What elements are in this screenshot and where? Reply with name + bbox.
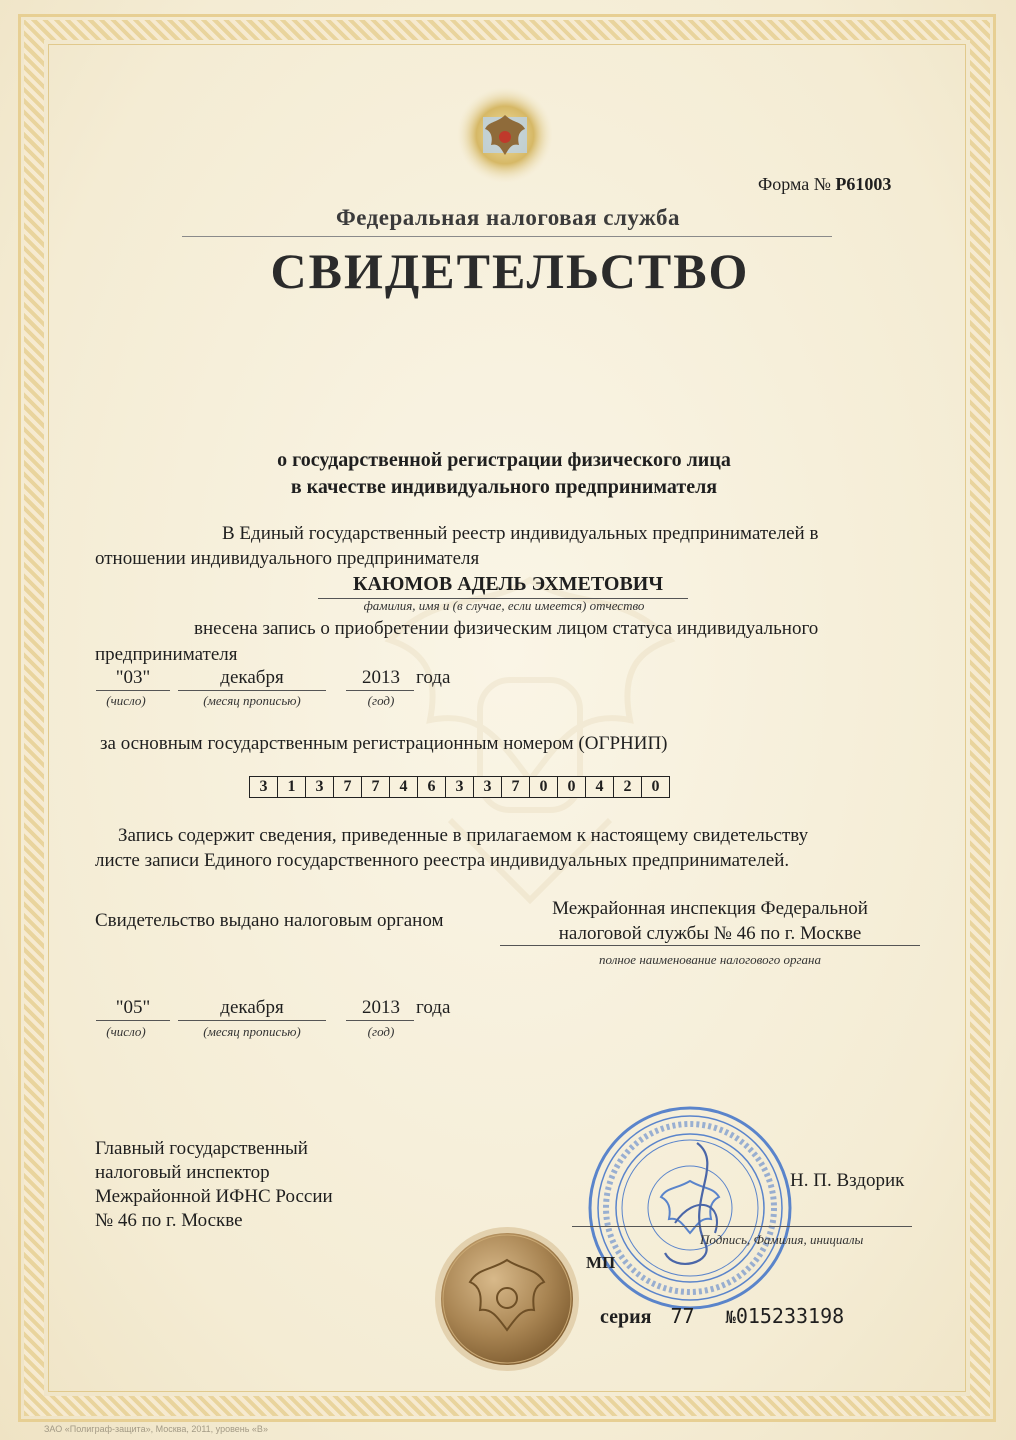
stamp-place-mark: МП [586,1253,616,1272]
ogrnip-number [250,776,670,798]
ogrnip-digit: 0 [641,776,670,798]
issuer-line-2: налоговой службы № 46 по г. Москве [558,923,862,944]
ogrnip-label: за основным государственным регистрационным номером (ОГРНИП) [100,733,668,754]
subtitle-line-1: о государственной регистрации физического лица [277,449,731,471]
form-number-label: Форма № [758,174,831,194]
record-line-2: предпринимателя [95,644,238,665]
position-line-3: Межрайонной ИФНС России [95,1186,333,1207]
reg-date-year-line [346,690,414,691]
ogrnip-digit: 6 [417,776,446,798]
form-number [758,174,891,195]
ogrnip-digit: 4 [389,776,418,798]
issued-by-label: Свидетельство выдано налоговым органом [95,910,444,931]
issue-date-day-line [96,1020,170,1021]
signature-underline [572,1226,912,1227]
reg-date-day: "03" [115,667,151,688]
issue-month-caption: (месяц прописью) [203,1024,301,1039]
position-line-2: налоговый инспектор [95,1162,270,1183]
issuer-underline [500,945,920,946]
issue-date-year-line [346,1020,414,1021]
signature-caption: Подпись, Фамилия, инициалы [700,1232,864,1247]
issue-date-year: 2013 [362,997,400,1018]
serial-number [600,1304,844,1329]
issue-year-caption: (год) [367,1024,395,1039]
reg-month-caption: (месяц прописью) [203,693,301,708]
printer-imprint: ЗАО «Полиграф-защита», Москва, 2011, уровень «В» [44,1424,268,1434]
serial-number-prefix: № [725,1308,736,1328]
ogrnip-digit: 3 [473,776,502,798]
agency-underline [182,236,832,237]
ogrnip-digit: 0 [529,776,558,798]
record-info-line-1: Запись содержит сведения, приведенные в прилагаемом к настоящему свидетельству [118,825,809,846]
ogrnip-digit: 0 [557,776,586,798]
agency-name: Федеральная налоговая служба [336,205,680,230]
reg-year-caption: (год) [367,693,395,708]
name-caption: фамилия, имя и (в случае, если имеется) отчество [363,598,645,613]
ogrnip-digit: 7 [361,776,390,798]
reg-date-day-line [96,690,170,691]
reg-date-suffix: года [416,667,451,688]
ogrnip-digit: 7 [333,776,362,798]
record-info-line-2: листе записи Единого государственного реестра индивидуальных предпринимателей. [95,850,790,871]
person-name: КАЮМОВ АДЕЛЬ ЭХМЕТОВИЧ [352,573,664,595]
intro-line-2: отношении индивидуального предпринимателя [95,548,480,569]
subtitle-line-2: в качестве индивидуального предпринимателя [290,476,718,498]
issue-date-month: декабря [220,997,284,1018]
reg-date-month-line [178,690,326,691]
issuer-line-1: Межрайонная инспекция Федеральной [552,898,868,919]
ogrnip-digit: 3 [445,776,474,798]
reg-date-year: 2013 [362,667,400,688]
serial-series: 77 [670,1304,695,1328]
record-line-1: внесена запись о приобретении физическим лицом статуса индивидуального [194,618,819,639]
official-stamp [585,1103,795,1313]
ogrnip-digit: 4 [585,776,614,798]
issue-day-caption: (число) [106,1024,146,1039]
reg-day-caption: (число) [106,693,146,708]
reg-date-month: декабря [220,667,284,688]
ogrnip-digit: 1 [277,776,306,798]
issue-date-day: "05" [115,997,151,1018]
signer-name: Н. П. Вздорик [790,1170,905,1191]
issuer-caption: полное наименование налогового органа [599,952,821,967]
ogrnip-digit: 2 [613,776,642,798]
ogrnip-digit: 7 [501,776,530,798]
position-line-4: № 46 по г. Москве [95,1210,243,1231]
document-title: СВИДЕТЕЛЬСТВО [270,243,750,299]
document-subtitle [277,447,731,501]
form-number-value: Р61003 [835,174,892,194]
signer-position [95,1137,333,1233]
ogrnip-digit: 3 [305,776,334,798]
hologram-seal [434,1226,580,1372]
serial-label: серия [600,1306,652,1328]
state-emblem-icon [455,85,555,185]
serial-number-value: 015233198 [735,1304,845,1328]
ogrnip-digit: 3 [249,776,278,798]
position-line-1: Главный государственный [95,1138,308,1159]
issue-date-month-line [178,1020,326,1021]
issue-date-suffix: года [416,997,451,1018]
intro-line-1: В Единый государственный реестр индивидуальных предпринимателей в [222,523,819,544]
